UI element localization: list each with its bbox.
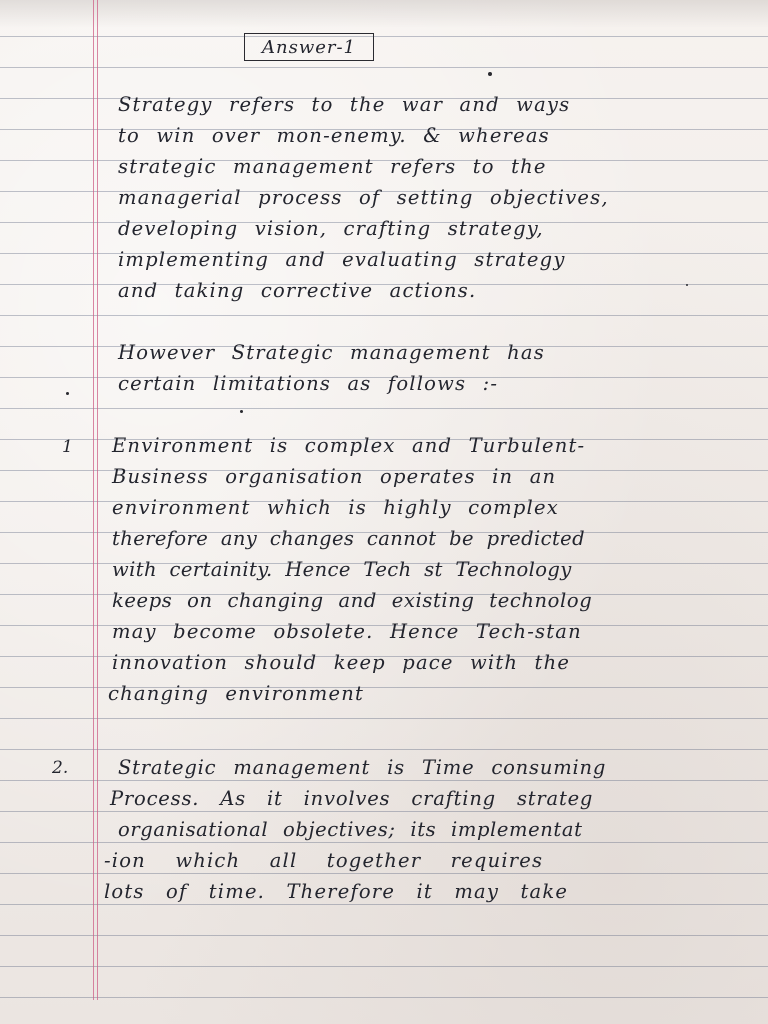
ruled-line — [0, 67, 768, 68]
point-2-line: lots of time. Therefore it may take — [104, 880, 569, 903]
point-1-line: with certainity. Hence Tech st Technology — [112, 558, 572, 581]
paragraph-2-line: certain limitations as follows :- — [118, 372, 499, 395]
ruled-line — [0, 36, 768, 37]
paragraph-2-line: However Strategic management has — [118, 341, 545, 364]
point-1-number: 1 — [62, 437, 73, 457]
margin-line — [93, 0, 94, 1000]
point-2-line: Process. As it involves crafting strateg — [110, 787, 594, 810]
point-2-line: -ion which all together requires — [104, 849, 544, 872]
ruled-line — [0, 408, 768, 409]
paragraph-1-line: implementing and evaluating strategy — [118, 248, 566, 271]
paragraph-1-line: to win over mon-enemy. & whereas — [118, 124, 550, 147]
ruled-line — [0, 315, 768, 316]
paragraph-1-line: developing vision, crafting strategy, — [118, 217, 544, 240]
point-1-line: therefore any changes cannot be predicted — [112, 527, 586, 550]
answer-title-box — [244, 33, 374, 61]
point-1-line: changing environment — [108, 682, 365, 705]
ruled-line — [0, 935, 768, 936]
point-1-line: environment which is highly complex — [112, 496, 559, 519]
paragraph-1-line: strategic management refers to the — [118, 155, 547, 178]
paragraph-1-line: managerial process of setting objectives, — [118, 186, 609, 209]
point-1-line: innovation should keep pace with the — [112, 651, 571, 674]
paragraph-1-line: and taking corrective actions. — [118, 279, 477, 302]
point-1-line: may become obsolete. Hence Tech-stan — [112, 620, 582, 643]
ruled-line — [0, 842, 768, 843]
paragraph-1-line: Strategy refers to the war and ways — [118, 93, 571, 116]
ruled-line — [0, 749, 768, 750]
ink-dot — [66, 392, 69, 395]
ruled-line — [0, 904, 768, 905]
point-2-line: Strategic management is Time consuming — [118, 756, 607, 779]
ruled-line — [0, 718, 768, 719]
margin-line — [97, 0, 98, 1000]
ruled-line — [0, 873, 768, 874]
ruled-line — [0, 966, 768, 967]
ink-dot — [686, 284, 688, 286]
point-2-number: 2. — [52, 758, 69, 778]
ruled-line — [0, 780, 768, 781]
ruled-line — [0, 997, 768, 998]
ink-dot — [488, 72, 492, 76]
page-top-shadow — [0, 0, 768, 28]
point-1-line: Environment is complex and Turbulent- — [112, 434, 586, 457]
point-1-line: Business organisation operates in an — [112, 465, 557, 488]
ink-dot — [240, 410, 243, 413]
answer-title: Answer-1 — [261, 36, 357, 58]
point-1-line: keeps on changing and existing technolog — [112, 589, 593, 612]
point-2-line: organisational objectives; its implementat — [118, 818, 583, 841]
ruled-line — [0, 811, 768, 812]
